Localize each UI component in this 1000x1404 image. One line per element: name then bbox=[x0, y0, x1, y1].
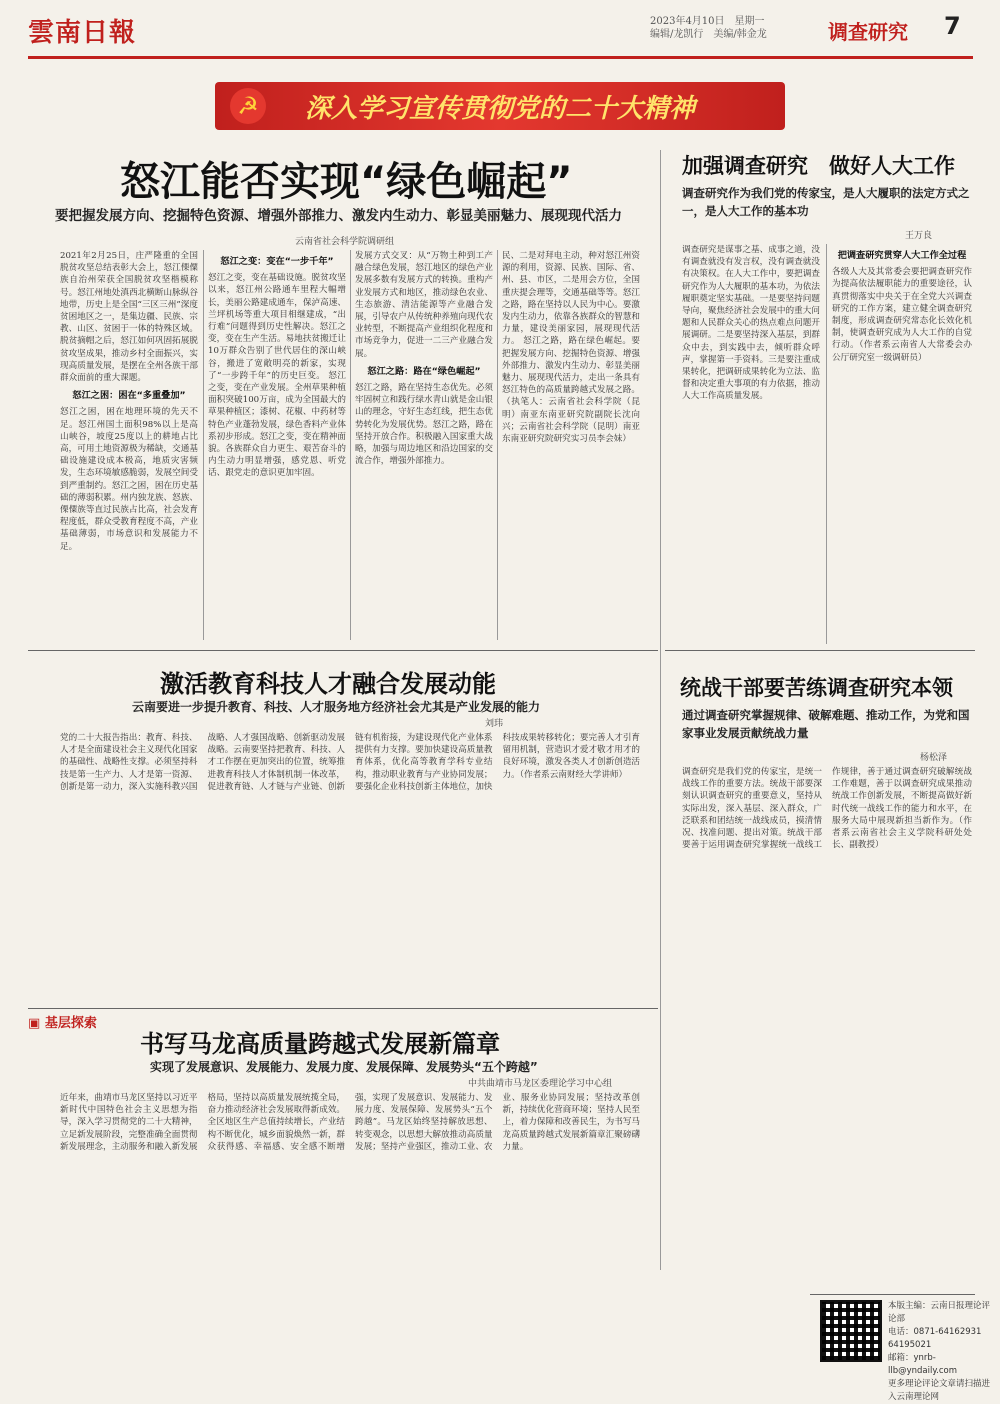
article5-body-text: 近年来，曲靖市马龙区坚持以习近平新时代中国特色社会主义思想为指导，深入学习贯彻党的二十大精神，立足新发展阶段，完整准确全面贯彻新发展理念，主动服务和融入新发展格局，坚持以高质量发展统揽全局，奋力推动经济社会发展取得新成效。全区地区生产总值持续增长，产业结构不断优化，城乡面貌焕然一新，群众获得感、幸福感、安全感不断增强，实现了发展意识、发展能力、发展力度、发展保障、发展势头“五个跨越”。马龙区始终坚持解放思想、转变观念，以思想大解放推动高质量发展；坚持产业强区，推动工业、农业、服务业协同发展；坚持改革创新，持续优化营商环境；坚持人民至上，着力保障和改善民生，为书写马龙高质量跨越式发展新篇章汇聚磅礴力量。 bbox=[60, 1093, 640, 1152]
article1-col4b-text: 怒江之路，路在绿色崛起。要把握发展方向、挖掘特色资源、增强外部推力、激发内生动力、彰显美丽魅力、展现现代活力，走出一条具有怒江特色的高质量跨越式发展之路。（执笔人：云南省社会科学院（昆明）南亚东南亚研究院副院长沈向兴；云南省社会科学院（昆明）南亚东南亚研究院研究实习员李会妹） bbox=[502, 336, 640, 445]
article2-col1 bbox=[682, 244, 820, 644]
article1-col1 bbox=[60, 250, 198, 640]
article1-col1b-text: 怒江之困，困在地理环境的先天不足。怒江州国土面积98%以上是高山峡谷，坡度25度以上的耕地占比高，可用土地资源极为稀缺，交通基础设施建设成本极高，地质灾害频发，生态环境敏感脆弱，发展空间受到严重制约。怒江之困，困在历史基础的薄弱积累。州内独龙族、怒族、傈僳族等直过民族占比高，社会发育程度低，群众受教育程度不高，产业基础薄弱，市场意识和发展能力不足。 bbox=[60, 407, 198, 552]
footer-line3: 邮箱：ynrb-llb@yndaily.com bbox=[888, 1353, 958, 1376]
article1-col4 bbox=[502, 250, 640, 640]
article1-col4-text: 民、二是对拜电主动，种对怒江州资源的利用，资源、民族、国际、省、州、县、市区，二是用会方位，全国重庆提会理等，交通基础等等。怒江之路，路在坚持以人民为中心。要激发内生动力，依靠各族群众的智慧和力量，建设美丽家园，展现现代活力。 bbox=[502, 251, 640, 347]
section-name: 调查研究 bbox=[828, 20, 908, 44]
article1-sub3: 怒江之路：路在“绿色崛起” bbox=[367, 365, 481, 377]
article2-subtitle: 调查研究作为我们党的传家宝，是人大履职的法定方式之一，是人大工作的基本功 bbox=[682, 186, 970, 218]
section-tag-explore: ▣ 基层探索 bbox=[28, 1016, 97, 1031]
party-emblem-icon: ☭ bbox=[230, 88, 266, 124]
article3-body bbox=[60, 732, 640, 1000]
article4-subtitle: 通过调查研究掌握规律、破解难题、推动工作，为党和国家事业发展贡献统战力量 bbox=[682, 708, 970, 740]
footer-line2: 电话：0871-64162931 64195021 bbox=[888, 1327, 982, 1350]
section-divider bbox=[660, 150, 661, 1270]
masthead-logo: 雲南日報 bbox=[28, 18, 137, 48]
banner-text: 深入学习宣传贯彻党的二十大精神 bbox=[304, 93, 695, 124]
article1-col3 bbox=[355, 250, 493, 640]
footer-line4: 更多理论评论文章请扫描进入云南理论网 bbox=[888, 1379, 991, 1402]
article2-subhead: 把调查研究贯穿人大工作全过程 bbox=[837, 250, 967, 261]
article1-col2b-text: 怒江之变，变在产业发展。全州草果种植面积突破100万亩，成为全国最大的草果种植区；漆树、花椒、中药材等特色产业蓬勃发展，绿色香料产业体系初步形成。怒江之变，变在精神面貌。各族群众自力更生、艰苦奋斗的内生动力明显增强，感党恩、听党话、跟党走的意识更加牢固。 bbox=[208, 370, 346, 479]
top-rule bbox=[28, 56, 973, 59]
article1-col3-text: 发展方式交叉：从“万物土种到工产融合绿色发展，怒江地区的绿色产业发展多数有发展方式的转换。重构产业发展方式和地区，推动绿色农业、生态旅游、清洁能源等产业融合发展，引导农户从传统种养殖向现代农业转型，不断提高产业组织化程度和市场竞争力，促进一二三产业融合发展。 bbox=[355, 251, 493, 359]
article1-sub2: 怒江之变：变在“一步千年” bbox=[220, 256, 334, 267]
article4-body bbox=[682, 766, 972, 1286]
editor-credit: 编辑/龙凯行 美编/韩金龙 bbox=[650, 29, 767, 40]
article5-subtitle: 实现了发展意识、发展能力、发展力度、发展保障、发展势头“五个跨越” bbox=[150, 1060, 538, 1074]
section-rule bbox=[28, 1008, 658, 1009]
article1-title: 怒江能否实现“绿色崛起” bbox=[120, 159, 573, 205]
qr-code-icon[interactable] bbox=[820, 1300, 882, 1362]
article5-byline: 中共曲靖市马龙区委理论学习中心组 bbox=[468, 1079, 613, 1089]
column-rule bbox=[203, 250, 204, 640]
article1-col2 bbox=[208, 250, 346, 640]
column-rule bbox=[497, 250, 498, 640]
section-rule bbox=[28, 650, 658, 651]
article3-title: 激活教育科技人才融合发展动能 bbox=[160, 670, 496, 698]
footer-rule bbox=[810, 1294, 975, 1295]
article1-subtitle: 要把握发展方向、挖掘特色资源、增强外部推力、激发内生动力、彰显美丽魅力、展现现代活力 bbox=[55, 208, 622, 224]
article4-title: 统战干部要苦练调查研究本领 bbox=[680, 676, 953, 700]
theme-banner bbox=[215, 82, 785, 130]
article2-byline: 王万良 bbox=[905, 231, 933, 241]
issue-date: 2023年4月10日 星期一 bbox=[650, 16, 765, 27]
page-number: 7 bbox=[944, 12, 961, 40]
article1-col2-text: 怒江之变，变在基础设施。脱贫攻坚以来，怒江州公路通车里程大幅增长，美丽公路建成通车，保泸高速、兰坪机场等重大项目相继建成，“出行难”问题得到历史性解决。怒江之变，变在生产生活。易地扶贫搬迁让10万群众告别了世代居住的深山峡谷，搬进了宽敞明亮的新家，实现了“一步跨千年”的历史巨变。 bbox=[208, 273, 346, 381]
article5-body bbox=[60, 1092, 640, 1362]
article2-body2: 各级人大及其常委会要把调查研究作为提高依法履职能力的重要途径，认真贯彻落实中央关于在全党大兴调查研究的工作方案，建立健全调查研究制度，形成调查研究常态化长效化机制，使调查研究成为人大工作的自觉行动。（作者系云南省人大常委会办公厅研究室一级调研员） bbox=[832, 267, 972, 363]
article3-byline: 刘玮 bbox=[485, 719, 504, 729]
article2-title: 加强调查研究 做好人大工作 bbox=[682, 154, 955, 178]
date-line bbox=[650, 15, 820, 41]
article2-body: 调查研究是谋事之基、成事之道，没有调查就没有发言权，没有调查就没有决策权。在人大工作中，要把调查研究作为人大履职的基本功，为依法履职奠定坚实基础。一是要坚持问题导向，聚焦经济社会发展中的重大问题和人民群众关心的热点难点问题开展调研。二是要坚持深入基层，到群众中去，到实践中去，倾听群众呼声，掌握第一手资料。三是要注重成果转化，把调研成果转化为立法、监督和决定重大事项的有力依据，推动人大工作高质量发展。 bbox=[682, 245, 820, 402]
article1-col3b-text: 怒江之路，路在坚持生态优先。必须牢固树立和践行绿水青山就是金山银山的理念，守好生态红线，把生态优势转化为发展优势。怒江之路，路在坚持开放合作。积极融入国家重大战略，加强与周边地区和沿边国家的交流合作，增强外部推力。 bbox=[355, 383, 493, 467]
article3-body-text: 党的二十大报告指出：教育、科技、人才是全面建设社会主义现代化国家的基础性、战略性支撑。必须坚持科技是第一生产力、人才是第一资源、创新是第一动力，深入实施科教兴国战略、人才强国战略、创新驱动发展战略。云南要坚持把教育、科技、人才工作摆在更加突出的位置，统筹推进教育科技人才体制机制一体改革，促进教育链、人才链与产业链、创新链有机衔接，为建设现代化产业体系提供有力支撑。要加快建设高质量教育体系，优化高等教育学科专业结构，推动职业教育与产业协同发展；要强化企业科技创新主体地位，加快科技成果转移转化；要完善人才引育留用机制，营造识才爱才敬才用才的良好环境，激发各类人才创新创造活力。（作者系云南财经大学讲师） bbox=[60, 733, 640, 792]
column-rule bbox=[350, 250, 351, 640]
section-rule bbox=[665, 650, 975, 651]
article3-subtitle: 云南要进一步提升教育、科技、人才服务地方经济社会尤其是产业发展的能力 bbox=[132, 700, 541, 714]
tag-text: 基层探索 bbox=[44, 1016, 97, 1031]
column-rule bbox=[826, 244, 827, 644]
article4-byline: 杨松泽 bbox=[920, 753, 948, 763]
article1-sub1: 怒江之困：困在“多重叠加” bbox=[72, 390, 186, 402]
article1-byline: 云南省社会科学院调研组 bbox=[295, 237, 395, 247]
article5-title: 书写马龙高质量跨越式发展新篇章 bbox=[140, 1030, 500, 1058]
footer-info bbox=[888, 1300, 993, 1404]
article4-body-text: 调查研究是我们党的传家宝，是统一战线工作的重要方法。统战干部要深刻认识调查研究的重要意义，坚持从实际出发，深入基层、深入群众，广泛联系和团结统一战线成员，摸清情况、找准问题、提出对策。统战干部要善于运用调查研究掌握统一战线工作规律，善于通过调查研究破解统战工作难题，善于以调查研究成果推动统战工作创新发展，不断提高做好新时代统一战线工作的能力和水平，在服务大局中展现新担当新作为。（作者系云南省社会主义学院科研处处长、副教授） bbox=[682, 767, 972, 851]
article1-col1-text: 2021年2月25日，庄严隆重的全国脱贫攻坚总结表彰大会上，怒江傈僳族自治州荣获全国脱贫攻坚楷模称号。怒江州地处滇西北横断山脉纵谷地带，历史上是全国“三区三州”深度贫困地区之一，是集边疆、民族、宗教、山区、贫困于一体的特殊区域。脱贫摘帽之后，怒江如何巩固拓展脱贫攻坚成果，推动乡村全面振兴，实现高质量发展，是摆在全州各族干部群众面前的重大课题。 bbox=[60, 251, 198, 384]
footer-line1: 本版主编：云南日报理论评论部 bbox=[888, 1301, 991, 1324]
article2-col2 bbox=[832, 244, 972, 644]
